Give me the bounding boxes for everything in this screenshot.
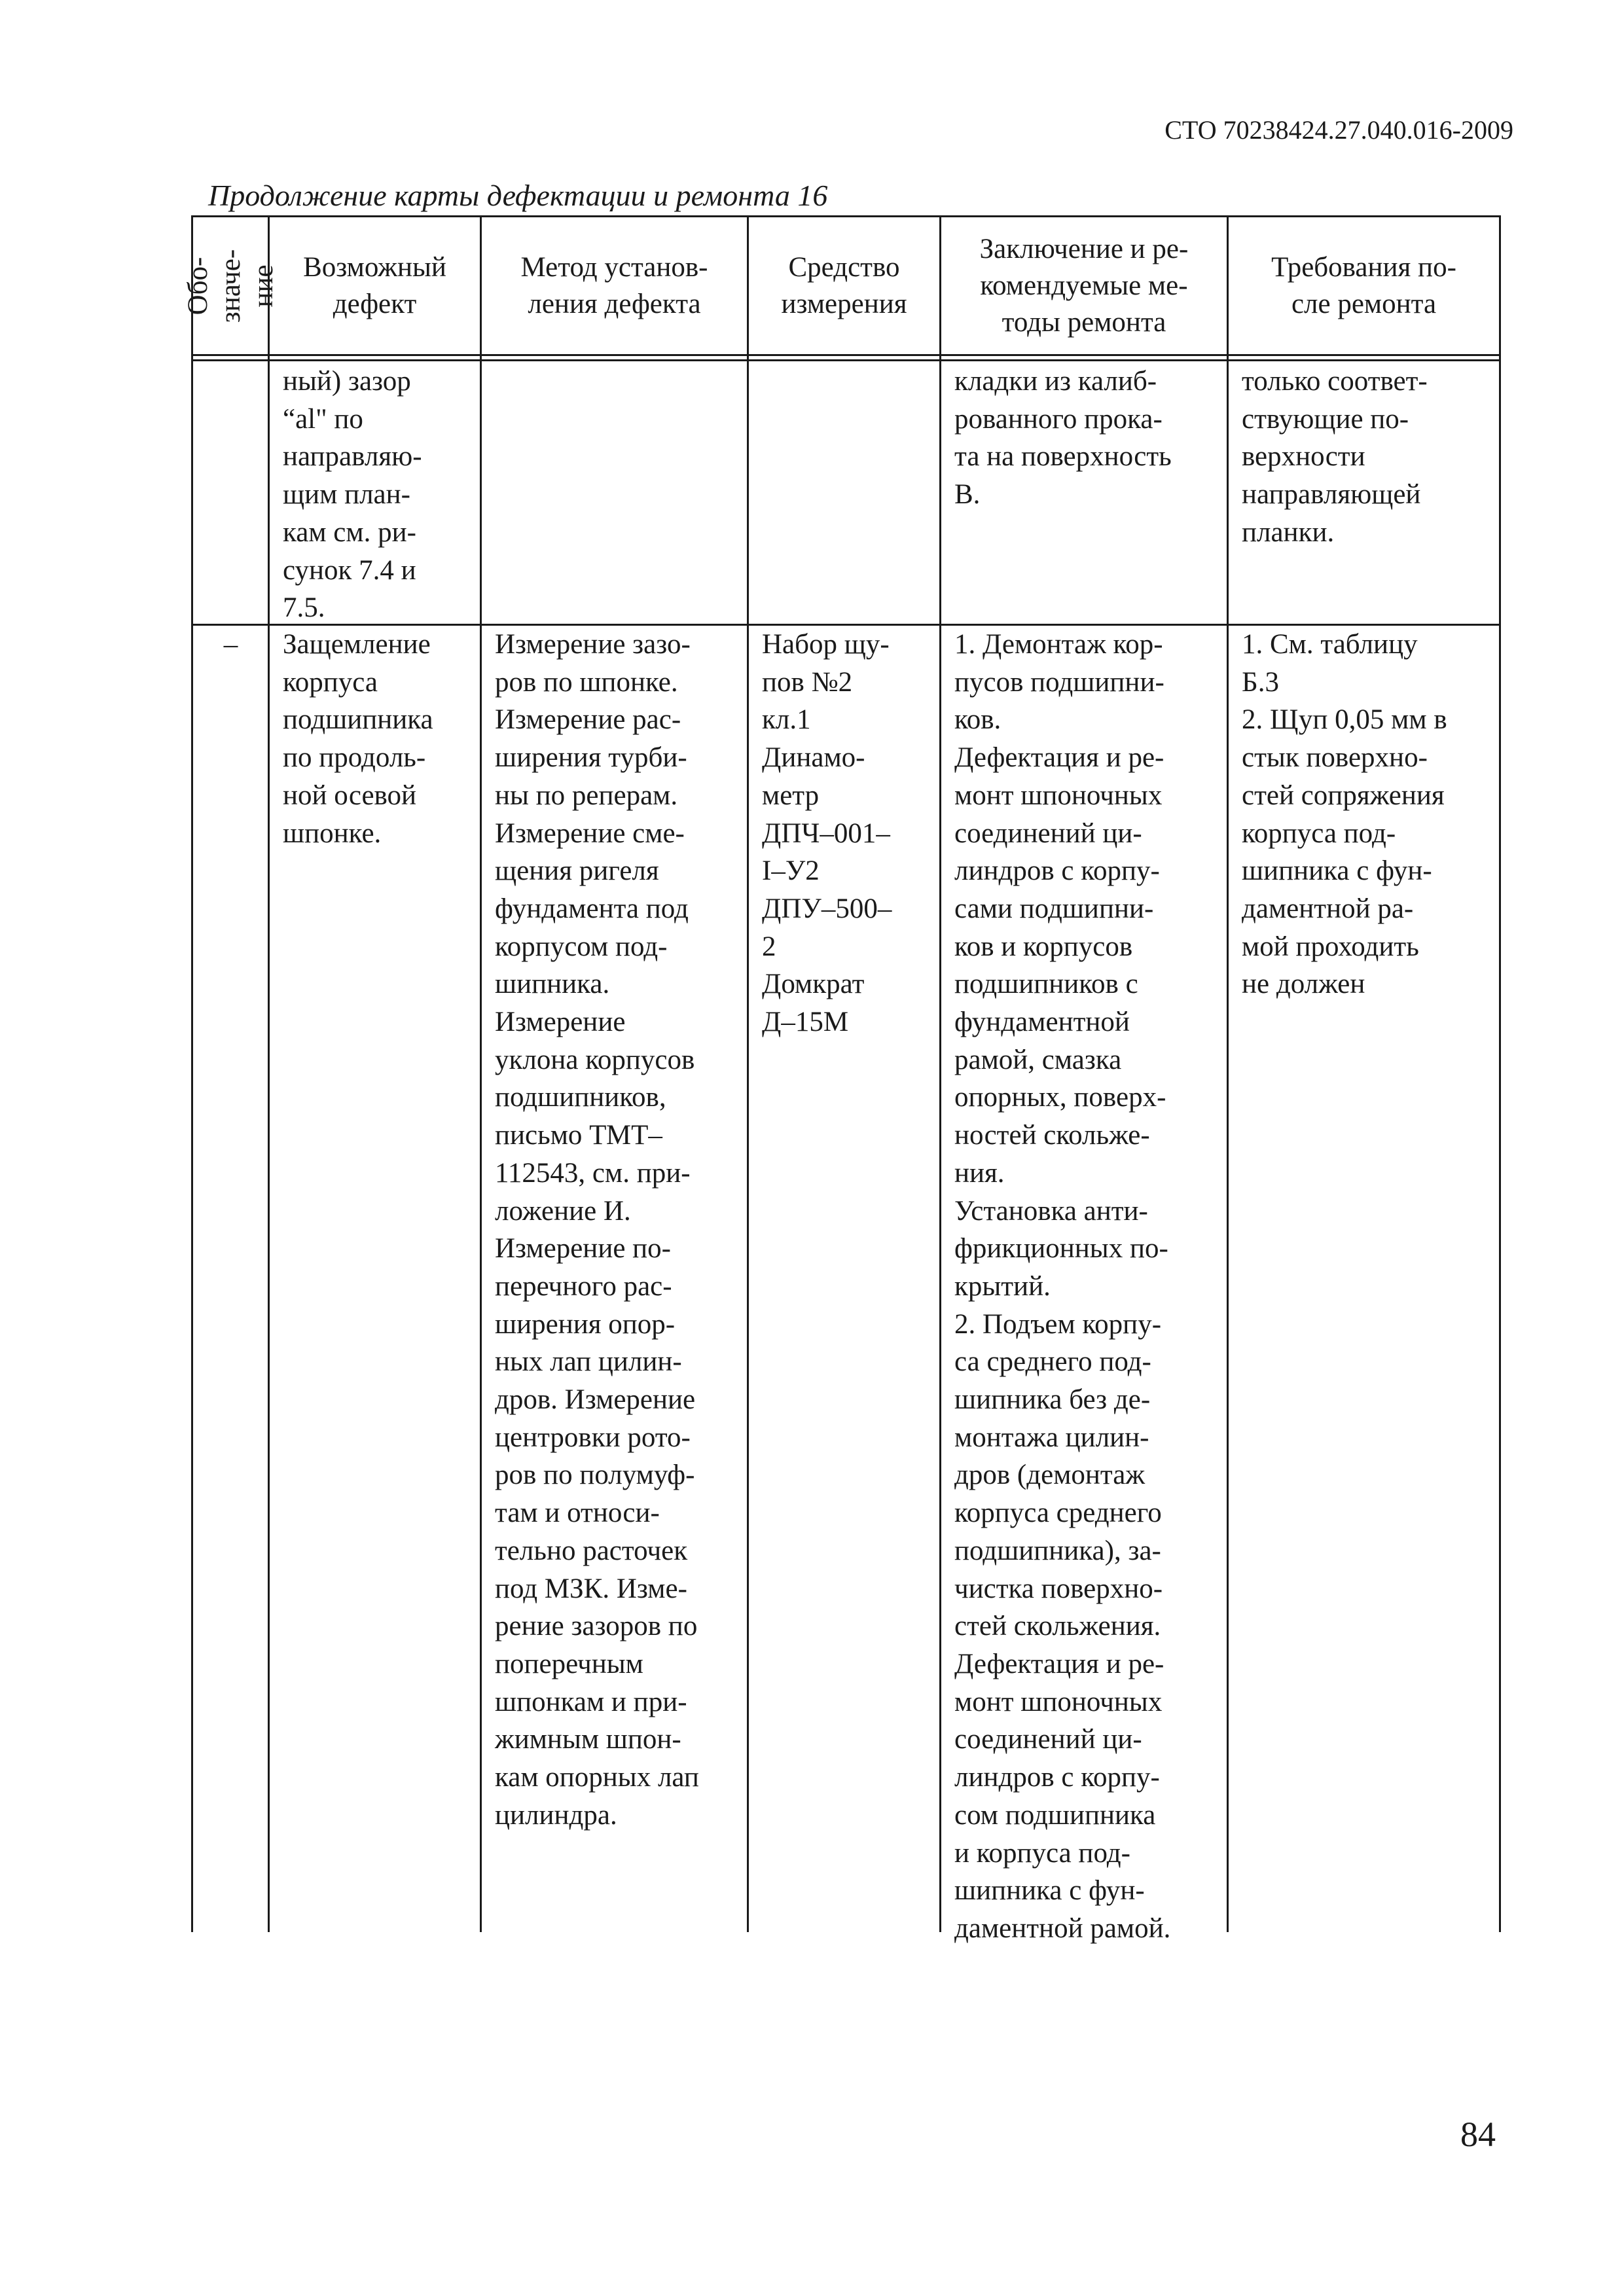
row1-conclusion: кладки из калиб- рованного прока- та на поверхность В. bbox=[954, 366, 1172, 511]
page-number: 84 bbox=[1460, 2115, 1496, 2154]
column-divider bbox=[480, 215, 482, 1932]
column-divider bbox=[747, 215, 749, 1932]
header-divider bbox=[191, 354, 1501, 356]
column-divider bbox=[268, 215, 270, 1932]
row1-defect: ный) зазор “al" по направляю- щим план- кам см. ри- сунок 7.4 и 7.5. bbox=[283, 366, 422, 624]
header-designation-text: Обо- значе- ние bbox=[182, 249, 279, 323]
header-designation bbox=[182, 218, 279, 354]
row2-requirements: 1. См. таблицу Б.3 2. Щуп 0,05 мм в стык поверхно- стей сопряжения корпуса под- шипника с фун- даментной ра- мой проходить не должен bbox=[1242, 629, 1447, 1000]
table-border-right bbox=[1499, 215, 1501, 1932]
column-divider bbox=[939, 215, 941, 1932]
row2-designation: – bbox=[223, 629, 238, 660]
row2-defect: Защемление корпуса подшипника по продоль- ной осевой шпонке. bbox=[283, 629, 433, 849]
row1-method bbox=[495, 363, 744, 622]
column-divider bbox=[1227, 215, 1229, 1932]
row2-method: Измерение зазо- ров по шпонке. Измерение рас- ширения турби- ны по реперам. Измерение сме- щения ригеля фундамента под корпусом под- шипника. Измерение уклона корпусов подшипников, письмо ТМТ– 112543, см. при- ложение И. Измерение по- перечного рас- ширения опор- ных лап цилин- дров. Измерение центровки рото- ров по полумуф- там и относи- тельно расточек под МЗК. Изме- рение зазоров по поперечным шпонкам и при- жимным шпон- кам опорных лап цилиндра. bbox=[495, 629, 699, 1831]
header-divider bbox=[191, 359, 1501, 361]
row1-tools bbox=[762, 363, 937, 622]
header-defect: Возможный дефект bbox=[303, 252, 446, 319]
header-tools: Средство измерения bbox=[781, 252, 907, 319]
row2-conclusion: 1. Демонтаж кор- пусов подшипни- ков. Дефектация и ре- монт шпоночных соединений ци- линдров с корпу- сами подшипни- ков и корпусов подшипников с фундаментной рамой, смазка опорных, поверх- ностей скольже- ния. Установка анти- фрикционных по- крытий. 2. Подъем корпу- са среднего под- шипника без де- монтажа цилин- дров (демонтаж корпуса среднего подшипника), за- чистка поверхно- стей скольжения. Дефектация и ре- монт шпоночных соединений ци- линдров с корпу- сом подшипника и корпуса под- шипника с фун- даментной рамой. bbox=[954, 629, 1171, 1944]
row1-requirements: только соответ- ствующие по- верхности направляющей планки. bbox=[1242, 366, 1428, 548]
header-requirements: Требования по- сле ремонта bbox=[1271, 252, 1456, 319]
table-border-left bbox=[191, 215, 193, 1932]
document-code: СТО 70238424.27.040.016-2009 bbox=[1164, 115, 1513, 145]
header-method: Метод установ- ления дефекта bbox=[520, 252, 708, 319]
table-border-top bbox=[191, 215, 1501, 217]
row2-tools: Набор щу- пов №2 кл.1 Динамо- метр ДПЧ–001– I–У2 ДПУ–500– 2 Домкрат Д–15М bbox=[762, 629, 892, 1038]
table-caption: Продолжение карты дефектации и ремонта 16 bbox=[208, 179, 828, 212]
header-conclusion: Заключение и ре- комендуемые ме- тоды ремонта bbox=[979, 234, 1189, 338]
